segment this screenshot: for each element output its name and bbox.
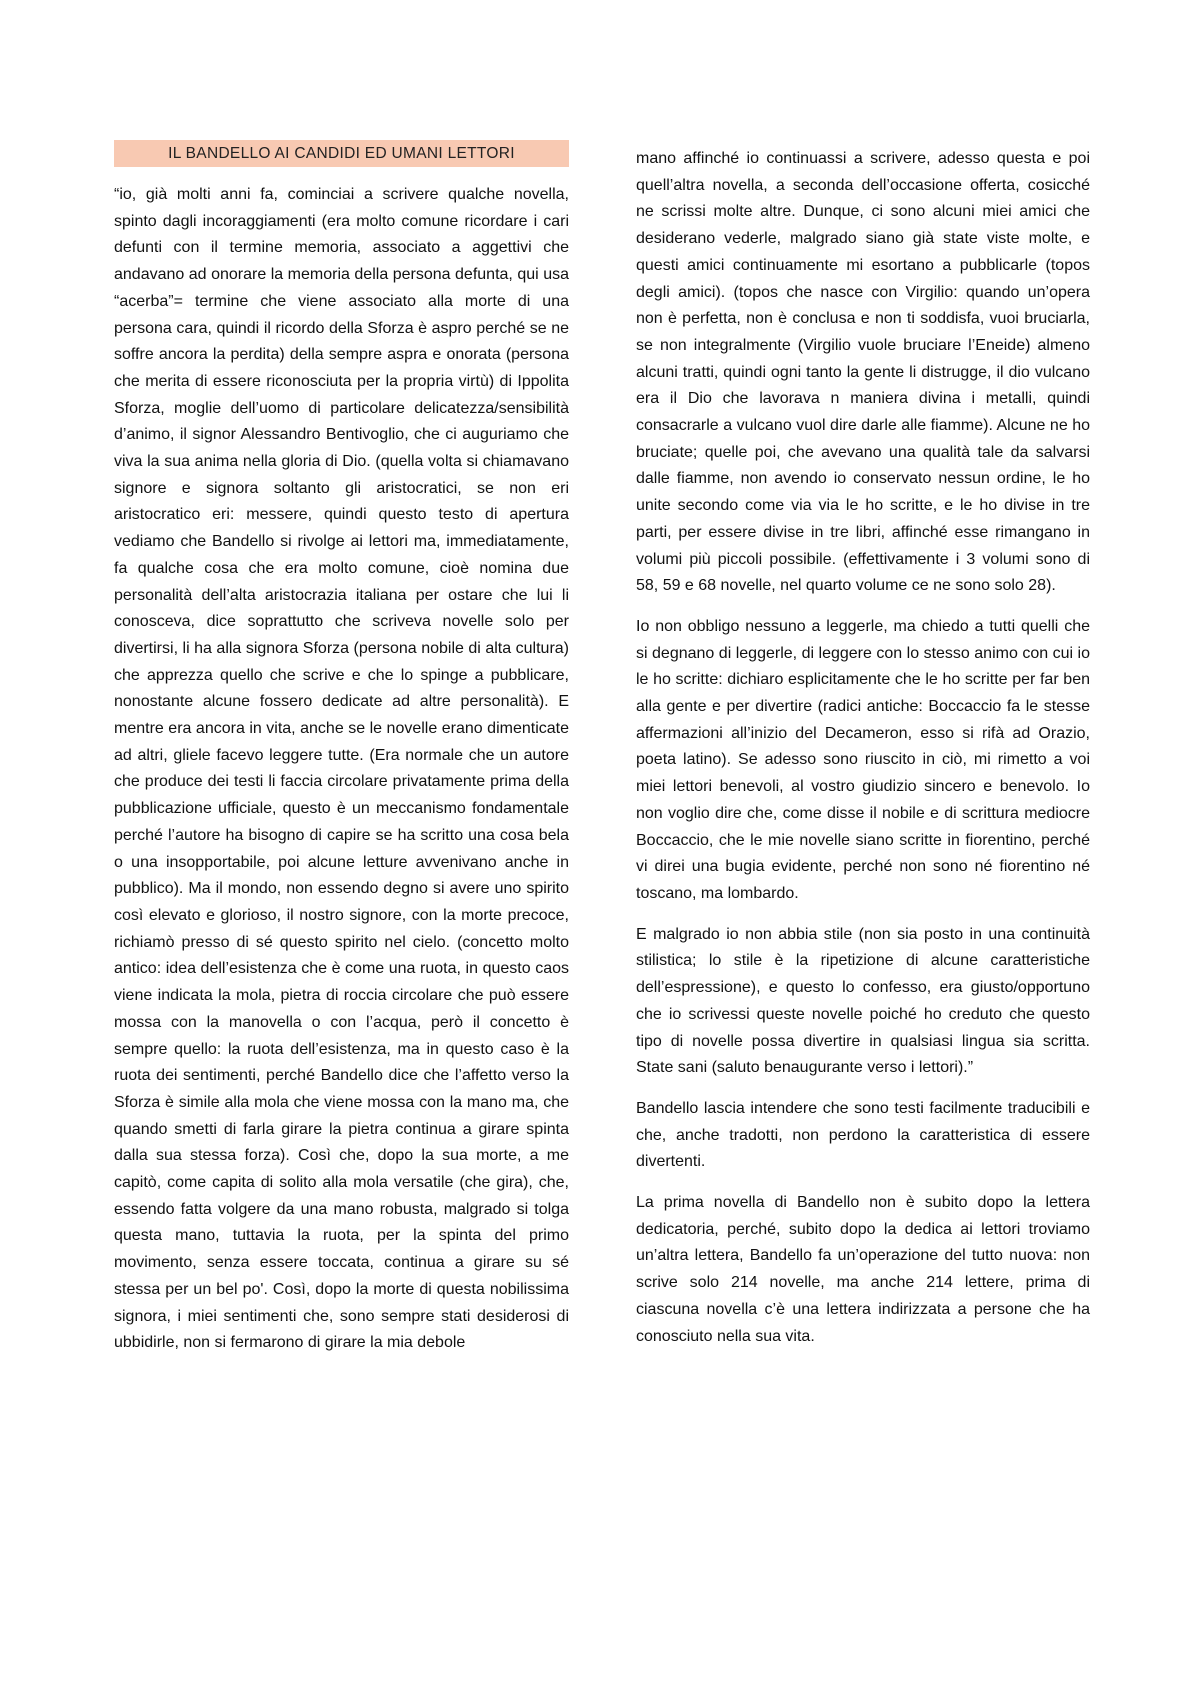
left-column: [114, 140, 569, 1357]
paragraph: La prima novella di Bandello non è subito dopo la lettera dedicatoria, perché, subito dopo la dedica ai lettori troviamo un’altra lettera, Bandello fa un’operazione del tutto nuova: non scrive solo 214 novelle, ma anche 214 lettere, prima di ciascuna novella c’è una lettera indirizzata a persone che ha conosciuto nella sua vita.: [636, 1194, 1090, 1345]
paragraph: mano affinché io continuassi a scrivere, adesso questa e poi quell’altra novella, a seconda dell’occasione offerta, cosicché ne scrissi molte altre. Dunque, ci sono alcuni miei amici che desiderano vederle, malgrado siano già state viste molte, e questi amici continuamente mi esortano a pubblicarle (topos degli amici). (topos che nasce con Virgilio: quando un’opera non è perfetta, non è conclusa e non ti soddisfa, vuoi bruciarla, se non integralmente (Virgilio vuole bruciare l’Eneide) almeno alcuni tratti, quindi ogni tanto la gente li distrugge, il dio vulcano era il Dio che lavorava n maniera divina i metalli, quindi consacrarle a vulcano vuol dire darle alle fiamme). Alcune ne ho bruciate; quelle poi, che avevano una qualità tale da salvarsi dalle fiamme, non avendo io conservato nessun ordine, le ho unite secondo come via via le ho scritte, e le ho divise in tre parti, per essere divise in tre libri, affinché esse rimangano in volumi più piccoli possibile. (effettivamente i 3 volumi sono di 58, 59 e 68 novelle, nel quarto volume ce ne sono solo 28).: [636, 150, 1090, 595]
paragraph: “io, già molti anni fa, cominciai a scrivere qualche novella, spinto dagli incoraggiamenti (era molto comune ricordare i cari defunti con il termine memoria, associato a aggettivi che andavano ad onorare la memoria della persona defunta, qui usa “acerba”= termine che viene associato alla morte di una persona cara, quindi il ricordo della Sforza è aspro perché se ne soffre ancora la perdita) della sempre aspra e onorata (persona che merita di essere riconosciuta per la propria virtù) di Ippolita Sforza, moglie dell’uomo di particolare delicatezza/sensibilità d’animo, il signor Alessandro Bentivoglio, che ci auguriamo che viva la sua anima nella gloria di Dio. (quella volta si chiamavano signore e signora soltanto gli aristocratici, se non eri aristocratico eri: messere, quindi questo testo di apertura vediamo che Bandello si rivolge ai lettori ma, immediatamente, fa qualche cosa che era molto comune, cioè nomina due personalità dell’alta aristocrazia italiana per ostare che lui li conosceva, dice soprattutto che scriveva novelle solo per divertirsi, li ha alla signora Sforza (persona nobile di alta cultura) che apprezza quello che scrive e che lo spinge a pubblicare, nonostante alcune fossero dedicate ad altre personalità). E mentre era ancora in vita, anche se le novelle erano dimenticate ad altri, gliele facevo leggere tutte. (Era normale che un autore che produce dei testi li faccia circolare privatamente prima della pubblicazione ufficiale, questo è un meccanismo fondamentale perché l’autore ha bisogno di capire se ha scritto una cosa bela o una insopportabile, poi alcune letture avvenivano anche in pubblico). Ma il mondo, non essendo degno si avere uno spirito così elevato e glorioso, il nostro signore, con la morte precoce, richiamò presso di sé questo spirito nel cielo. (concetto molto antico: idea dell’esistenza che è come una ruota, in questo caos viene indicata la mola, pietra di roccia circolare che può essere mossa con la manovella o con l’acqua, però il concetto è sempre quello: la ruota dell’esistenza, ma in questo caso è la ruota dei sentimenti, perché Bandello dice che l’affetto verso la Sforza è simile alla mola che viene mossa con la mano ma, che quando smetti di farla girare la pietra continua a girare spinta dalla sua stessa forza). Così che, dopo la sua morte, a me capitò, come capita di solito alla mola versatile (che gira), che, essendo fatta volgere da una mano robusta, malgrado si tolga questa mano, tuttavia la ruota, per la spinta del primo movimento, senza essere toccata, continua a girare su sé stessa per un bel po'. Così, dopo la morte di questa nobilissima signora, i miei sentimenti che, sono sempre stati desiderosi di ubbidirle, non si fermarono di girare la mia debole: [114, 186, 569, 1352]
paragraph: E malgrado io non abbia stile (non sia posto in una continuità stilistica; lo stile è la ripetizione di alcune caratteristiche dell’espressione), e questo lo confesso, era giusto/opportuno che io scrivessi queste novelle poiché ho creduto che questo tipo di novelle possa divertire in qualsiasi lingua sia scritta. State sani (saluto benaugurante verso i lettori).”: [636, 925, 1090, 1077]
right-column: [636, 146, 1090, 1350]
section-heading: IL BANDELLO AI CANDIDI ED UMANI LETTORI: [114, 140, 569, 167]
paragraph: Bandello lascia intendere che sono testi facilmente traducibili e che, anche tradotti, non perdono la caratteristica di essere divertenti.: [636, 1099, 1090, 1171]
paragraph: Io non obbligo nessuno a leggerle, ma chiedo a tutti quelli che si degnano di leggerle, di leggere con lo stesso animo con cui io le ho scritte: dichiaro esplicitamente che le ho scritte per far ben alla gente e per divertire (radici antiche: Boccaccio fa le stesse affermazioni all’inizio del Decameron, esso si rifà ad Orazio, poeta latino). Se adesso sono riuscito in ciò, mi rimetto a voi miei lettori benevoli, al vostro giudizio sincero e benevolo. Io non voglio dire che, come disse il nobile e di scrittura mediocre Boccaccio, che le mie novelle siano scritte in fiorentino, perché vi direi una bugia evidente, perché non sono né fiorentino né toscano, ma lombardo.: [636, 617, 1090, 902]
